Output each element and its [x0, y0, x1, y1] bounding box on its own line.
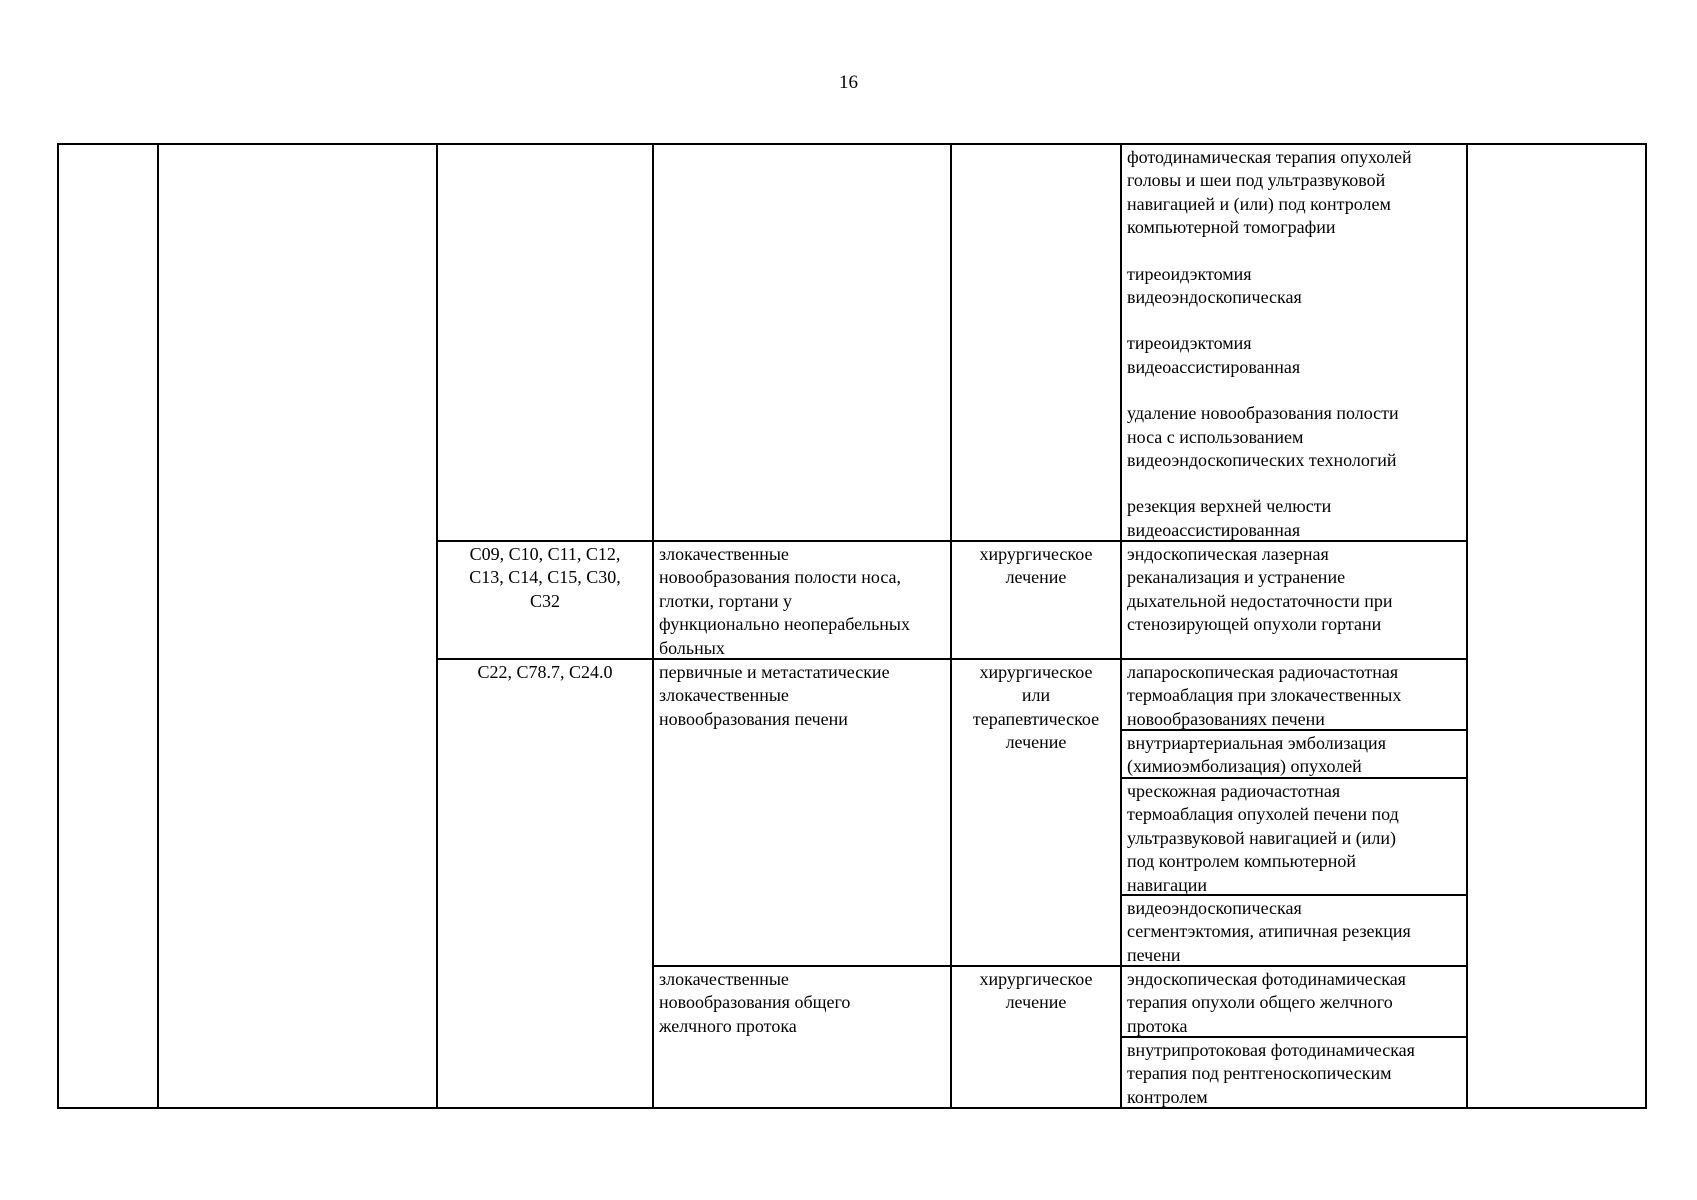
- procedure-item: резекция верхней челюсти видеоассистированная: [1127, 496, 1332, 540]
- row-sep-c22: [436, 658, 1468, 660]
- table-left-border: [57, 143, 59, 1109]
- procedure-cell-c09: эндоскопическая лазерная реканализация и устранение дыхательной недостаточности при стенозирующей опухоли гортани: [1127, 544, 1393, 635]
- procedure-cell-bile-duct-2: внутрипротоковая фотодинамическая терапия под рентгеноскопическим контролем: [1127, 1040, 1415, 1107]
- diagnosis-cell-liver: первичные и метастатические злокачественные новообразования печени: [659, 662, 890, 729]
- diagnosis-cell-c09: злокачественные новообразования полости носа, глотки, гортани у функционально неоперабельных больных: [659, 544, 911, 658]
- codes-cell-c09: C09, C10, C11, C12, C13, C14, C15, C30, C32: [469, 544, 621, 611]
- treatment-cell-bile-duct: хирургическое лечение: [979, 969, 1093, 1013]
- page-number: 16: [839, 72, 858, 93]
- procedure-cell-bile-duct-1: эндоскопическая фотодинамическая терапия опухоли общего желчного протока: [1127, 969, 1406, 1036]
- procedure-cell-liver-4: видеоэндоскопическая сегментэктомия, атипичная резекция печени: [1127, 898, 1411, 965]
- table-top-border: [57, 143, 1647, 145]
- codes-cell-c22: C22, C78.7, C24.0: [477, 662, 613, 682]
- procedure-cell-liver-3: чрескожная радиочастотная термоаблация опухолей печени под ультразвуковой навигацией и (или) под контролем компьютерной навигации: [1127, 781, 1399, 895]
- procedure-cell-liver-1: лапароскопическая радиочастотная термоаблация при злокачественных новообразованиях печени: [1127, 662, 1402, 729]
- treatment-cell-c09: хирургическое лечение: [979, 544, 1093, 588]
- procedure-item: удаление новообразования полости носа с использованием видеоэндоскопических технологий: [1127, 403, 1399, 471]
- diagnosis-cell-bile-duct: злокачественные новообразования общего желчного протока: [659, 969, 851, 1036]
- procedure-item: тиреоидэктомия видеоассистированная: [1127, 333, 1301, 377]
- procedure-item: фотодинамическая терапия опухолей головы и шеи под ультразвуковой навигацией и (или) под контролем компьютерной томографии: [1127, 147, 1412, 238]
- col-sep-2: [436, 143, 438, 1109]
- procedure-item: тиреоидэктомия видеоэндоскопическая: [1127, 263, 1302, 308]
- procedure-cell-liver-2: внутриартериальная эмболизация (химиоэмболизация) опухолей: [1127, 733, 1386, 777]
- table-right-border: [1645, 143, 1647, 1109]
- treatment-cell-liver: хирургическое или терапевтическое лечение: [972, 662, 1100, 753]
- top-procedures-cell: [1127, 146, 1412, 542]
- col-sep-1: [157, 143, 159, 1109]
